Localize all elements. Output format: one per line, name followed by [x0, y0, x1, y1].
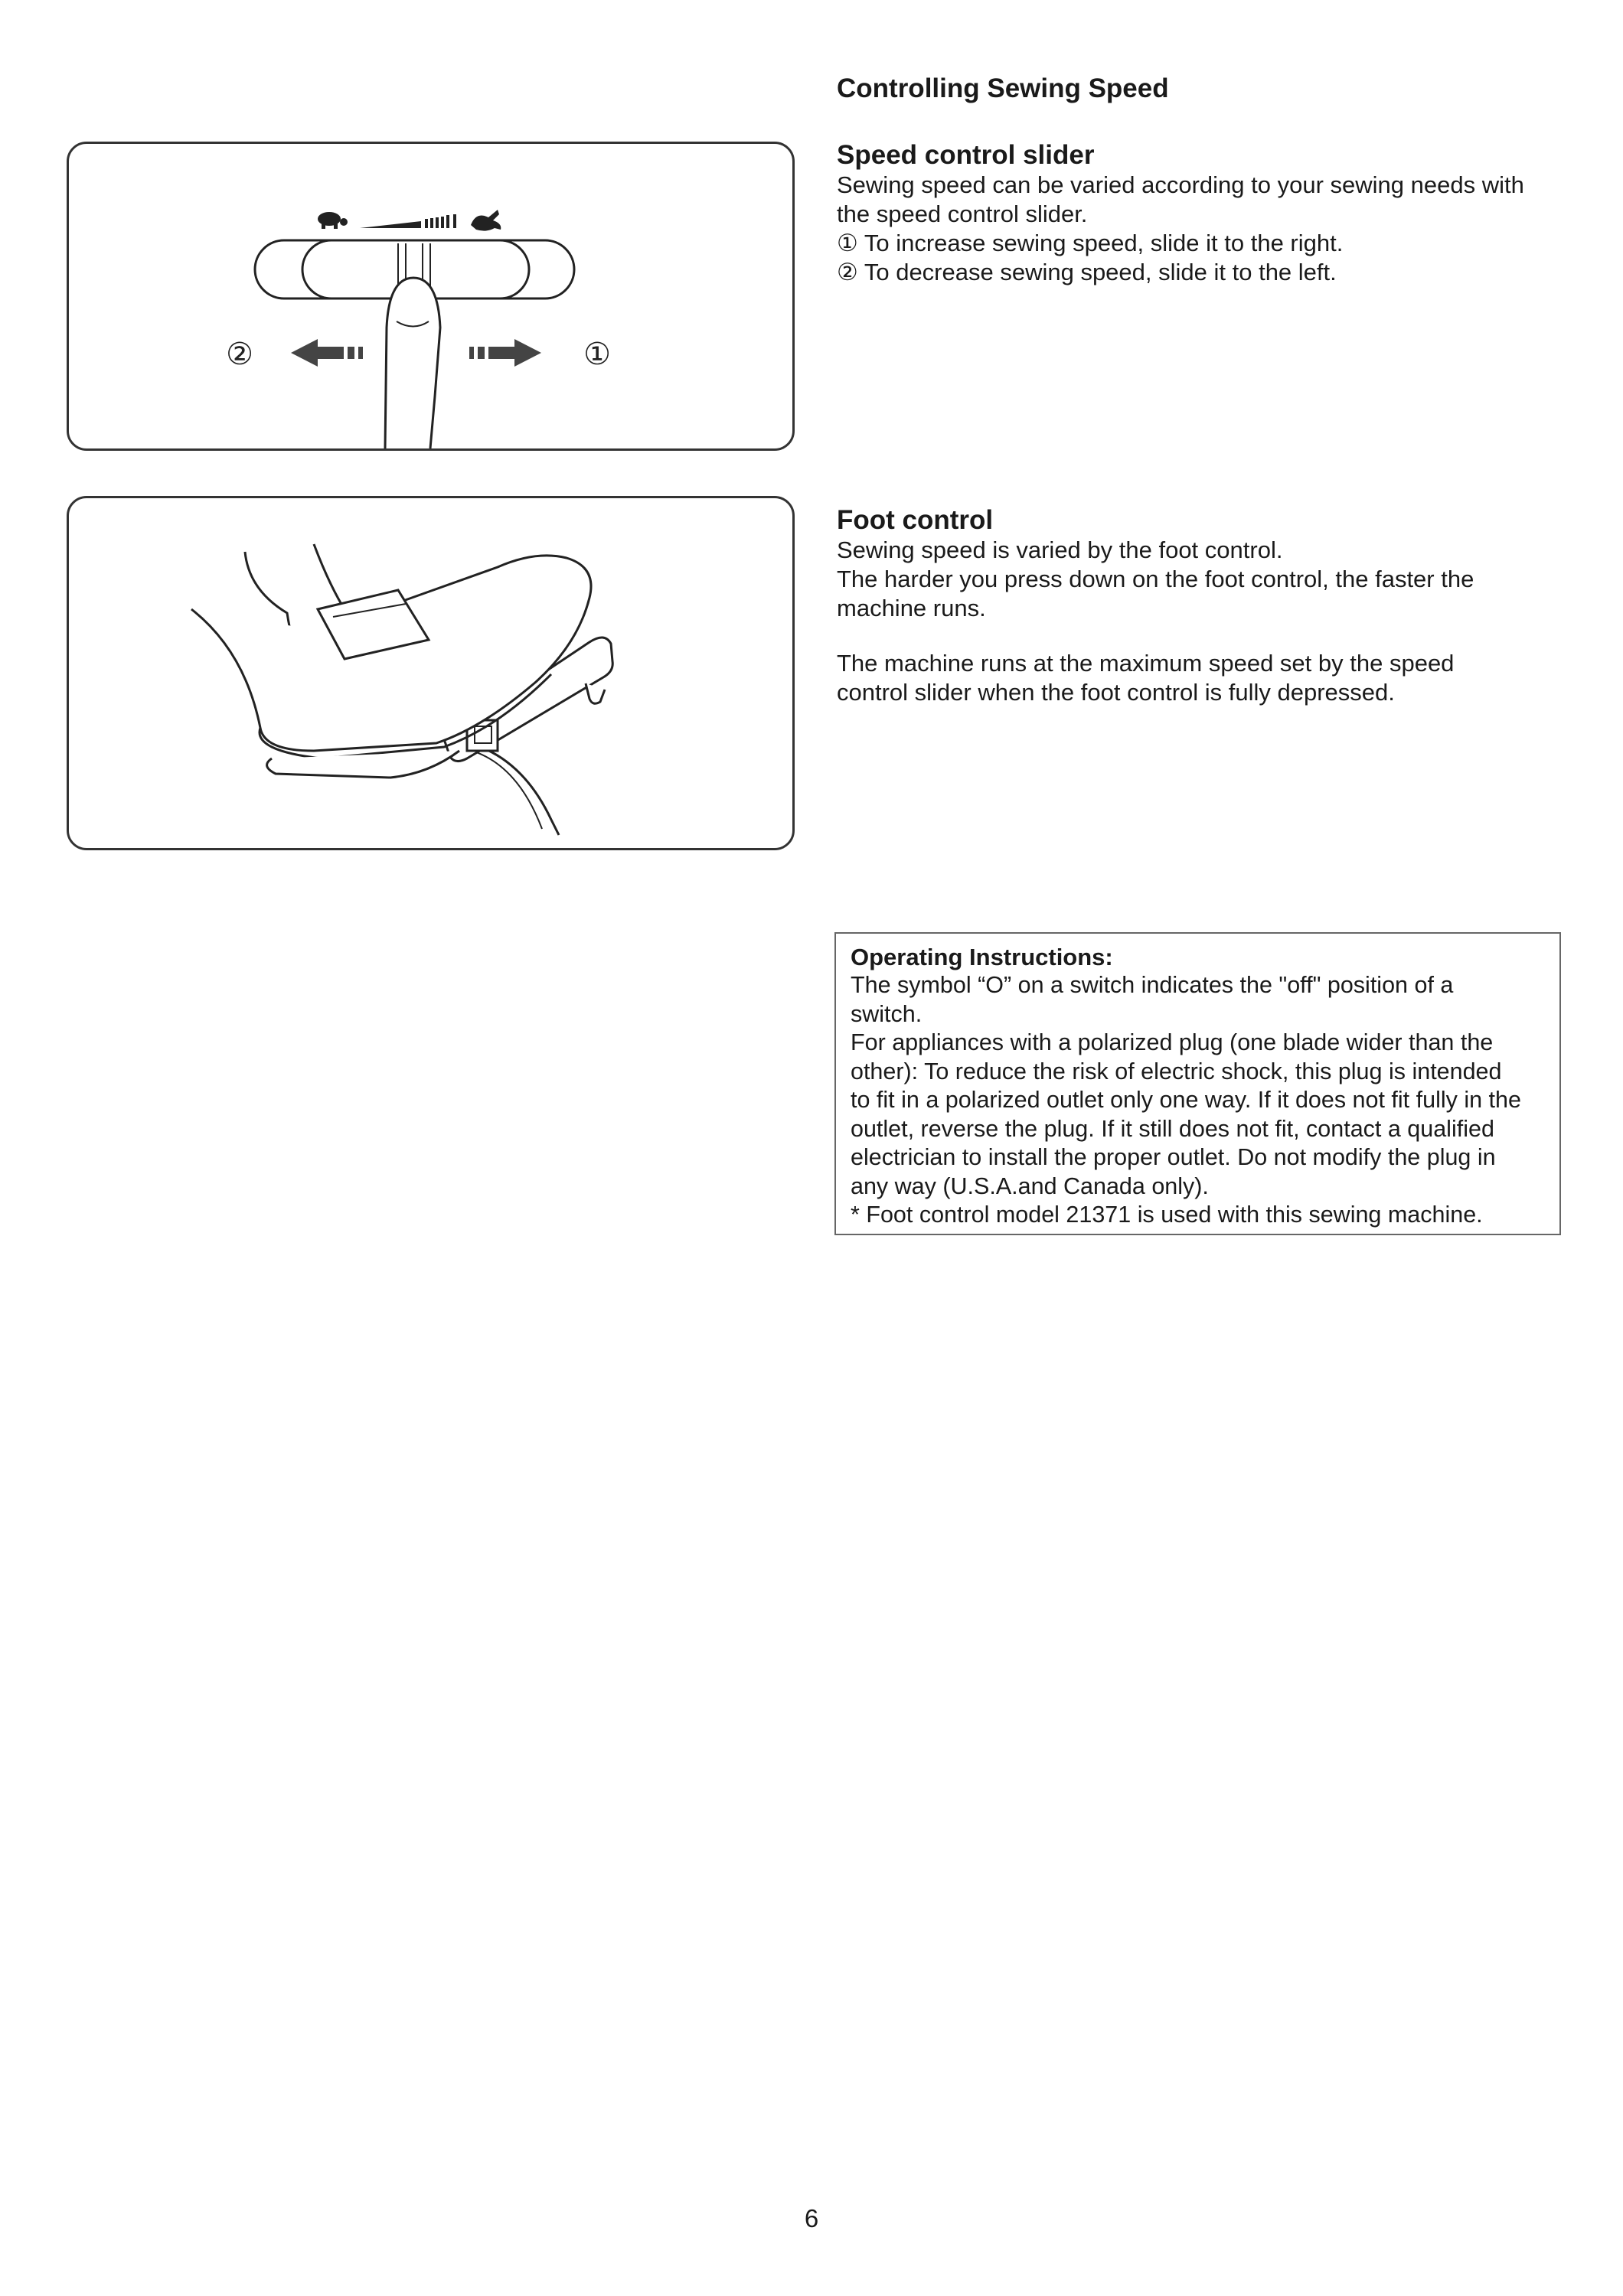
finger-icon — [385, 278, 440, 448]
rabbit-icon — [471, 210, 501, 231]
operating-instructions-text — [851, 971, 1559, 1230]
foot-control-max-speed-text — [837, 649, 1572, 707]
cord-icon — [463, 742, 559, 835]
text-line: any way (U.S.A.and Canada only). — [851, 1172, 1209, 1199]
label-increase: ① — [583, 337, 611, 372]
text-line: The symbol “O” on a switch indicates the "off" position of a — [851, 972, 1454, 998]
page-title: Controlling Sewing Speed — [837, 73, 1169, 103]
text-line: other): To reduce the risk of electric shock, this plug is intended — [851, 1058, 1502, 1084]
label-decrease: ② — [226, 337, 253, 372]
text-line: The machine runs at the maximum speed set by the speed — [837, 650, 1455, 677]
arrow-right-icon — [469, 339, 541, 367]
speed-slider-illustration — [69, 144, 792, 448]
text-line: switch. — [851, 1000, 923, 1027]
speed-slider-heading: Speed control slider — [837, 140, 1095, 170]
footnote: * Foot control model 21371 is used with this sewing machine. — [851, 1202, 1483, 1228]
shoe-icon — [191, 544, 591, 778]
text-line: to fit in a polarized outlet only one way. If it does not fit fully in the — [851, 1087, 1521, 1113]
text-line: the speed control slider. — [837, 201, 1088, 227]
turtle-icon — [318, 212, 348, 229]
foot-control-illustration — [69, 498, 792, 848]
speed-slider-text — [837, 171, 1572, 287]
operating-instructions-box — [834, 932, 1561, 1235]
foot-control-figure — [67, 496, 795, 850]
text-line: control slider when the foot control is fully depressed. — [837, 679, 1395, 706]
text-line: The harder you press down on the foot control, the faster the — [837, 566, 1474, 592]
text-line: outlet, reverse the plug. If it still does not fit, contact a qualified — [851, 1115, 1494, 1142]
speed-slider-section — [837, 140, 1572, 287]
page-number: 6 — [804, 2204, 819, 2232]
foot-control-section — [837, 505, 1572, 707]
step-decrease: ② To decrease sewing speed, slide it to the left. — [837, 259, 1337, 285]
speed-scale — [360, 214, 456, 228]
operating-instructions-heading: Operating Instructions: — [851, 944, 1113, 970]
text-line: Sewing speed can be varied according to your sewing needs with — [837, 171, 1524, 198]
text-line: For appliances with a polarized plug (one blade wider than the — [851, 1029, 1494, 1055]
foot-control-heading: Foot control — [837, 505, 994, 535]
text-line: machine runs. — [837, 595, 986, 621]
arrow-left-icon — [291, 339, 363, 367]
text-line: electrician to install the proper outlet. Do not modify the plug in — [851, 1144, 1496, 1170]
speed-slider-figure — [67, 142, 795, 451]
step-increase: ① To increase sewing speed, slide it to the right. — [837, 230, 1344, 256]
foot-control-text — [837, 536, 1572, 623]
text-line: Sewing speed is varied by the foot control. — [837, 536, 1283, 563]
